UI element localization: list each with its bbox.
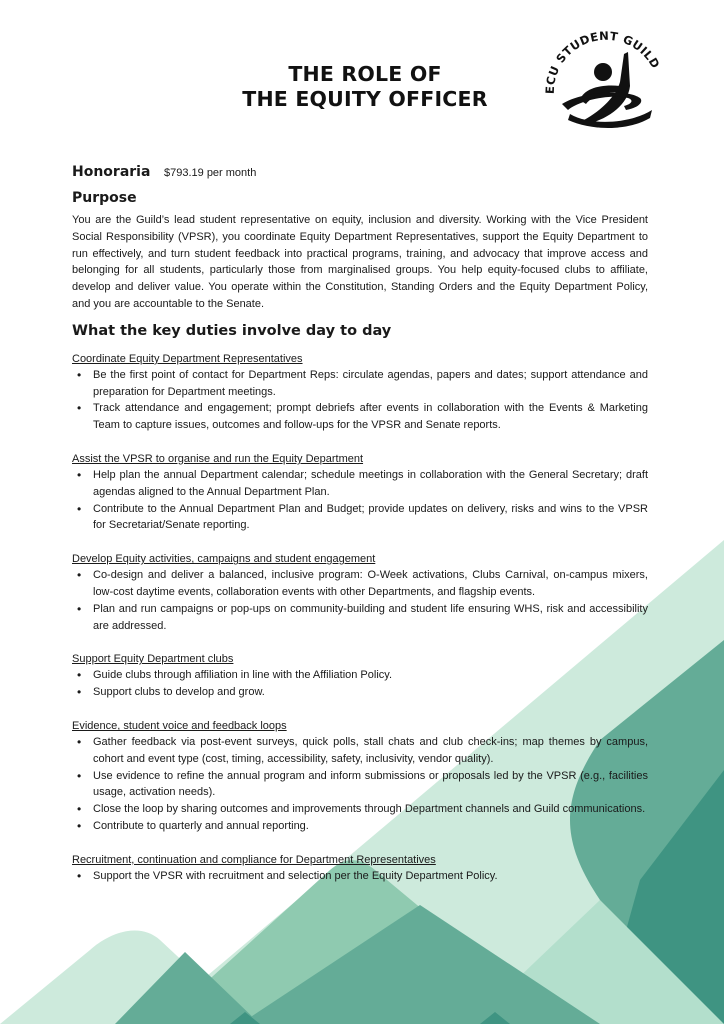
duty-section-recruitment [72, 852, 648, 885]
list-item: • Use evidence to refine the annual program and inform submissions or proposals led by the VPSR (e.g., facilities usage, activation needs). [72, 768, 648, 802]
list-item: • Co-design and deliver a balanced, inclusive program: O-Week activations, Clubs Carnival, on-campus mixers, low-cost daytime events, collaboration events with other Departments, and flagship events. [72, 567, 648, 601]
list-item: • Be the first point of contact for Department Reps: circulate agendas, papers and dates; support attendance and preparation for Department meetings. [72, 367, 648, 401]
section-title: Evidence, student voice and feedback loops [72, 719, 287, 732]
bullet-list [72, 868, 648, 885]
purpose-paragraph: You are the Guild’s lead student representative on equity, inclusion and diversity. Working with the Vice President Social Responsibility (VPSR), you coordinate Equity Department Representatives, support the Equity Department to run effectively, and turn student feedback into practical programs, training, and advocacy that improve access and belonging for all students, particularly those from marginalised groups. You help equity-focused clubs to affiliate, develop and deliver value. You operate within the Constitution, Standing Orders and the Equity Department Policy, and you are accountable to the Senate. [72, 214, 648, 310]
duty-section-coordinate [72, 351, 648, 434]
ecu-student-guild-logo [540, 26, 670, 141]
purpose-heading: Purpose [72, 190, 137, 206]
honoraria-label: Honoraria [72, 164, 151, 180]
document-content [72, 164, 648, 885]
duty-section-develop [72, 551, 648, 634]
duty-section-assist [72, 451, 648, 534]
section-title: Support Equity Department clubs [72, 653, 234, 666]
duty-section-clubs [72, 651, 648, 701]
section-title: Develop Equity activities, campaigns and student engagement [72, 553, 376, 566]
svg-text:ECU STUDENT GUILD: ECU STUDENT GUILD [542, 28, 663, 95]
list-item: • Plan and run campaigns or pop-ups on community-building and student life ensuring WHS, risk and accessibility are addressed. [72, 601, 648, 635]
bullet-list [72, 567, 648, 634]
list-item: • Contribute to the Annual Department Plan and Budget; provide updates on delivery, risks and wins to the VPSR for Secretariat/Senate reporting. [72, 501, 648, 535]
list-item: • Gather feedback via post-event surveys, quick polls, stall chats and club check-ins; map themes by campus, cohort and event type (cost, timing, accessibility, safety, inclusivity, vendor quality). [72, 734, 648, 768]
honoraria-value: $793.19 per month [164, 167, 257, 179]
section-title: Assist the VPSR to organise and run the Equity Department [72, 452, 364, 465]
duty-section-evidence [72, 718, 648, 835]
section-title: Recruitment, continuation and compliance for Department Representatives [72, 853, 436, 866]
page-title [200, 62, 530, 112]
duties-heading: What the key duties involve day to day [72, 322, 392, 339]
bullet-list [72, 667, 648, 701]
bullet-list [72, 467, 648, 534]
title-line-1: THE ROLE OF [288, 62, 442, 86]
list-item: • Contribute to quarterly and annual reporting. [72, 818, 648, 835]
list-item: • Support clubs to develop and grow. [72, 684, 648, 701]
list-item: • Track attendance and engagement; prompt debriefs after events in collaboration with the Events & Marketing Team to capture issues, outcomes and follow-ups for the VPSR and Senate reports. [72, 400, 648, 434]
list-item: • Guide clubs through affiliation in line with the Affiliation Policy. [72, 667, 648, 684]
list-item: • Close the loop by sharing outcomes and improvements through Department channels and Guild communications. [72, 801, 648, 818]
bullet-list [72, 367, 648, 434]
section-title: Coordinate Equity Department Representatives [72, 352, 303, 365]
list-item: • Support the VPSR with recruitment and selection per the Equity Department Policy. [72, 868, 648, 885]
title-line-2: THE EQUITY OFFICER [242, 87, 488, 111]
honoraria-row [72, 164, 648, 186]
list-item: • Help plan the annual Department calendar; schedule meetings in collaboration with the General Secretary; draft agendas aligned to the Annual Department Plan. [72, 467, 648, 501]
bullet-list [72, 734, 648, 835]
